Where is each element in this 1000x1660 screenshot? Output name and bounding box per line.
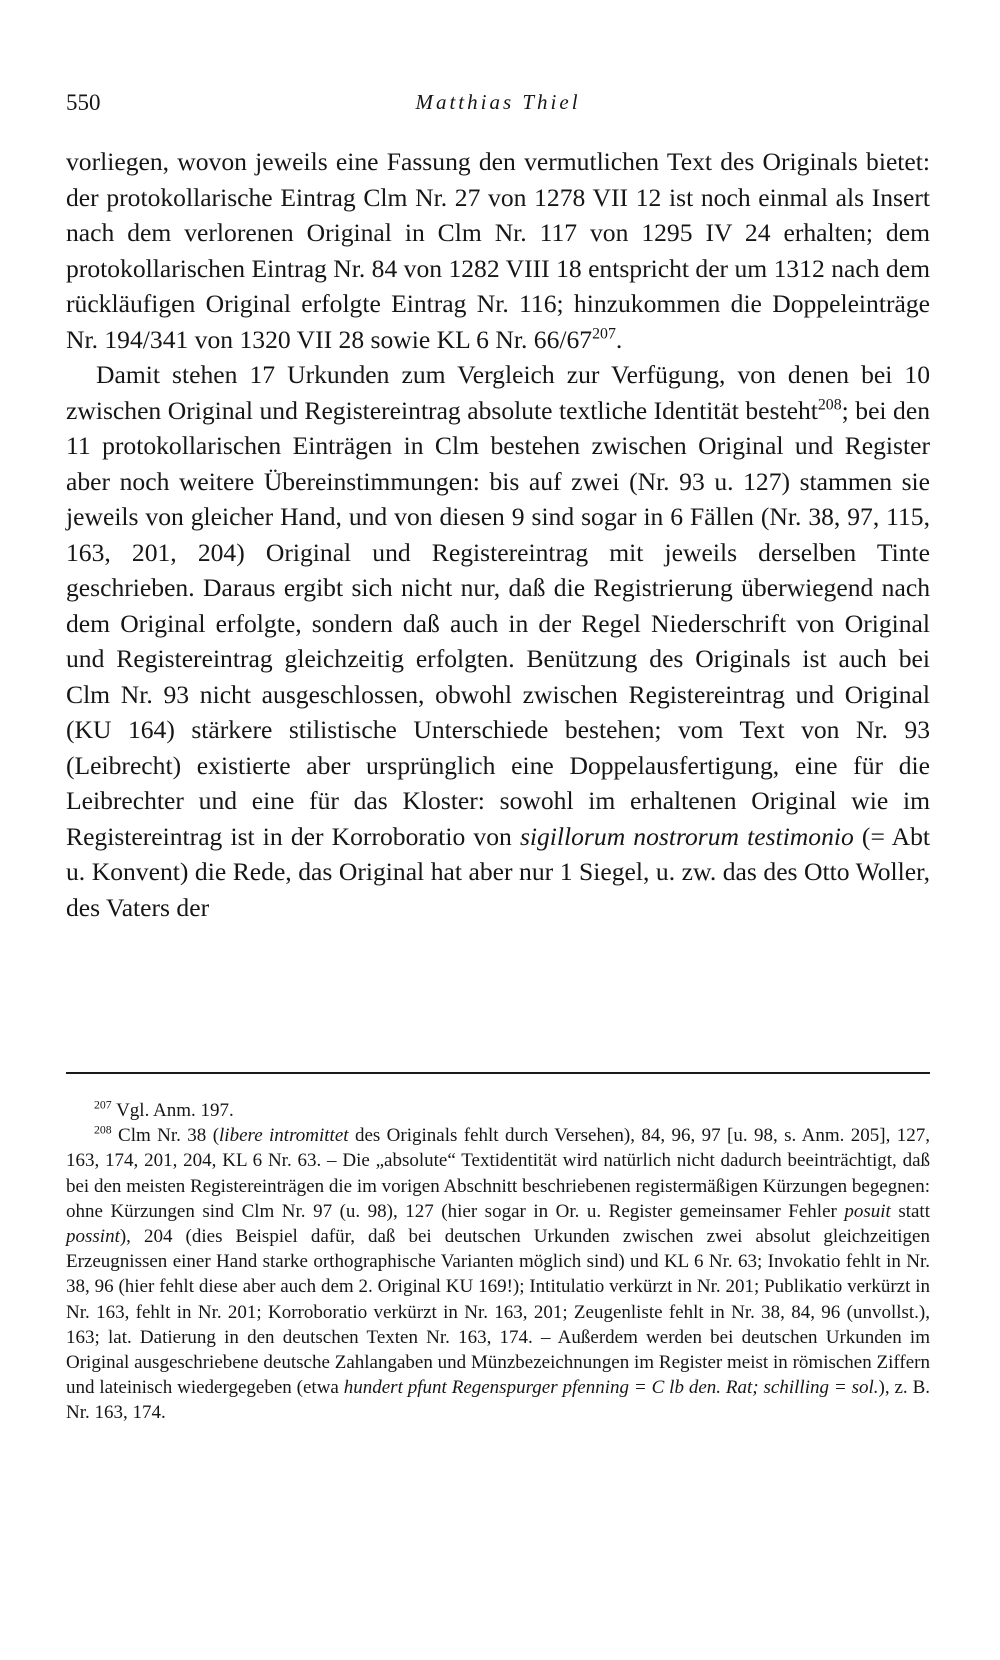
latin-phrase: sigillorum nostrorum testimonio bbox=[519, 821, 854, 851]
footnote-text: ), 204 (dies Beispiel dafür, daß bei deutschen Urkunden zwischen zwei absolut gleichzeitigen Erzeugnissen einer Hand starke orthographische Varianten möglich sind) und KL 6 Nr. 63; Invokatio fehlt in Nr. 38, 96 (hier fehlt diese aber auch dem 2. Original KU 169!); Intitulatio verkürzt in Nr. 201; Publikatio verkürzt in Nr. 163, fehlt in Nr. 201; Korroboratio verkürzt in Nr. 163, 201; Zeugenliste fehlt in Nr. 38, 84, 96 (unvollst.), 163; lat. Datierung in den deutschen Texten Nr. 163, 174. – Außerdem werden bei deutschen Urkunden im Original ausgeschriebene deutsche Zahlangaben und Münzbezeichnungen im Register meist in römischen Ziffern und lateinisch wiedergegeben (etwa bbox=[66, 1226, 930, 1399]
main-text bbox=[66, 144, 930, 925]
page-number: 550 bbox=[66, 90, 101, 115]
footnote-italic-text: libere intromittet bbox=[219, 1125, 349, 1147]
footnote-text: ), z. B. Nr. 163, 174. bbox=[66, 1377, 930, 1424]
footnote-separator bbox=[66, 1072, 930, 1074]
footnote-number: 208 bbox=[94, 1123, 112, 1137]
footnote-text: des Originals fehlt durch Versehen), 84, 96, 97 [u. 98, s. Anm. 205], 127, 163, 174, 201, 204, KL 6 Nr. 63. – Die „absolute“ Textidentität wird natürlich nicht dadurch beeinträchtigt, daß bei den meisten Registereinträgen die im vorigen Abschnitt beschriebenen registermäßigen Kürzungen begegnen: ohne Kürzungen sind Clm Nr. 97 (u. 98), 127 (hier sogar in Or. u. Register gemeinsamer Fehler bbox=[66, 1125, 930, 1222]
paragraph bbox=[66, 144, 930, 357]
footnote-text: Vgl. Anm. 197. bbox=[116, 1100, 234, 1121]
footnotes bbox=[66, 1098, 930, 1426]
footnote-number: 207 bbox=[94, 1098, 112, 1112]
footnote-italic-text: possint bbox=[66, 1226, 120, 1248]
paragraph-text: Damit stehen 17 Urkunden zum Vergleich zur Verfügung, von denen bei 10 zwischen Original und Registereintrag absolute textliche Identität besteht bbox=[66, 360, 930, 425]
footnote bbox=[66, 1098, 930, 1123]
footnote-text: Clm Nr. 38 ( bbox=[118, 1125, 220, 1147]
paragraph-text: ; bei den 11 protokollarischen Einträgen in Clm bestehen zwischen Original und Register aber noch weitere Übereinstimmungen: bis auf zwei (Nr. 93 u. 127) stammen sie jeweils von gleicher Hand, und von diesen 9 sind sogar in 6 Fällen (Nr. 38, 97, 115, 163, 201, 204) Original und Registereintrag mit jeweils derselben Tinte geschrieben. Daraus ergibt sich nicht nur, daß die Registrierung überwiegend nach dem Original erfolgte, sondern daß auch in der Regel Niederschrift von Original und Registereintrag gleichzeitig erfolgten. Benützung des Originals ist auch bei Clm Nr. 93 nicht ausgeschlossen, obwohl zwischen Registereintrag und Original (KU 164) stärkere stilistische Unterschiede bestehen; vom Text von Nr. 93 (Leibrecht) existierte aber ursprünglich eine Doppelausfertigung, eine für die Leibrechter und eine für das Kloster: sowohl im erhaltenen Original wie im Registereintrag ist in der Korroboratio von bbox=[66, 395, 930, 851]
page-header bbox=[66, 90, 930, 124]
paragraph-text: (= Abt u. Konvent) die Rede, das Original hat aber nur 1 Siegel, u. zw. das des Otto Woller, des Vaters der bbox=[66, 821, 930, 922]
footnote-text: statt bbox=[890, 1200, 930, 1222]
footnote-italic-text: hundert pfunt Regenspurger pfenning = C lb den. Rat; schilling = sol. bbox=[343, 1377, 879, 1399]
paragraph-text: vorliegen, wovon jeweils eine Fassung den vermutlichen Text des Originals bietet: der protokollarische Eintrag Clm Nr. 27 von 1278 VII 12 ist noch einmal als Insert nach dem verlorenen Original in Clm Nr. 117 von 1295 IV 24 erhalten; dem protokollarischen Eintrag Nr. 84 von 1282 VIII 18 entspricht der um 1312 nach dem rückläufigen Original erfolgte Eintrag Nr. 116; hinzukommen die Doppeleinträge Nr. 194/341 von 1320 VII 28 sowie KL 6 Nr. 66/67 bbox=[66, 147, 930, 354]
footnote-italic-text: posuit bbox=[844, 1200, 891, 1222]
paragraph-text-end: . bbox=[615, 324, 623, 354]
running-title: Matthias Thiel bbox=[415, 90, 581, 114]
footnote-reference: 208 bbox=[817, 395, 842, 413]
paragraph bbox=[66, 357, 930, 925]
footnote-reference: 207 bbox=[592, 324, 616, 342]
footnote bbox=[66, 1123, 930, 1425]
